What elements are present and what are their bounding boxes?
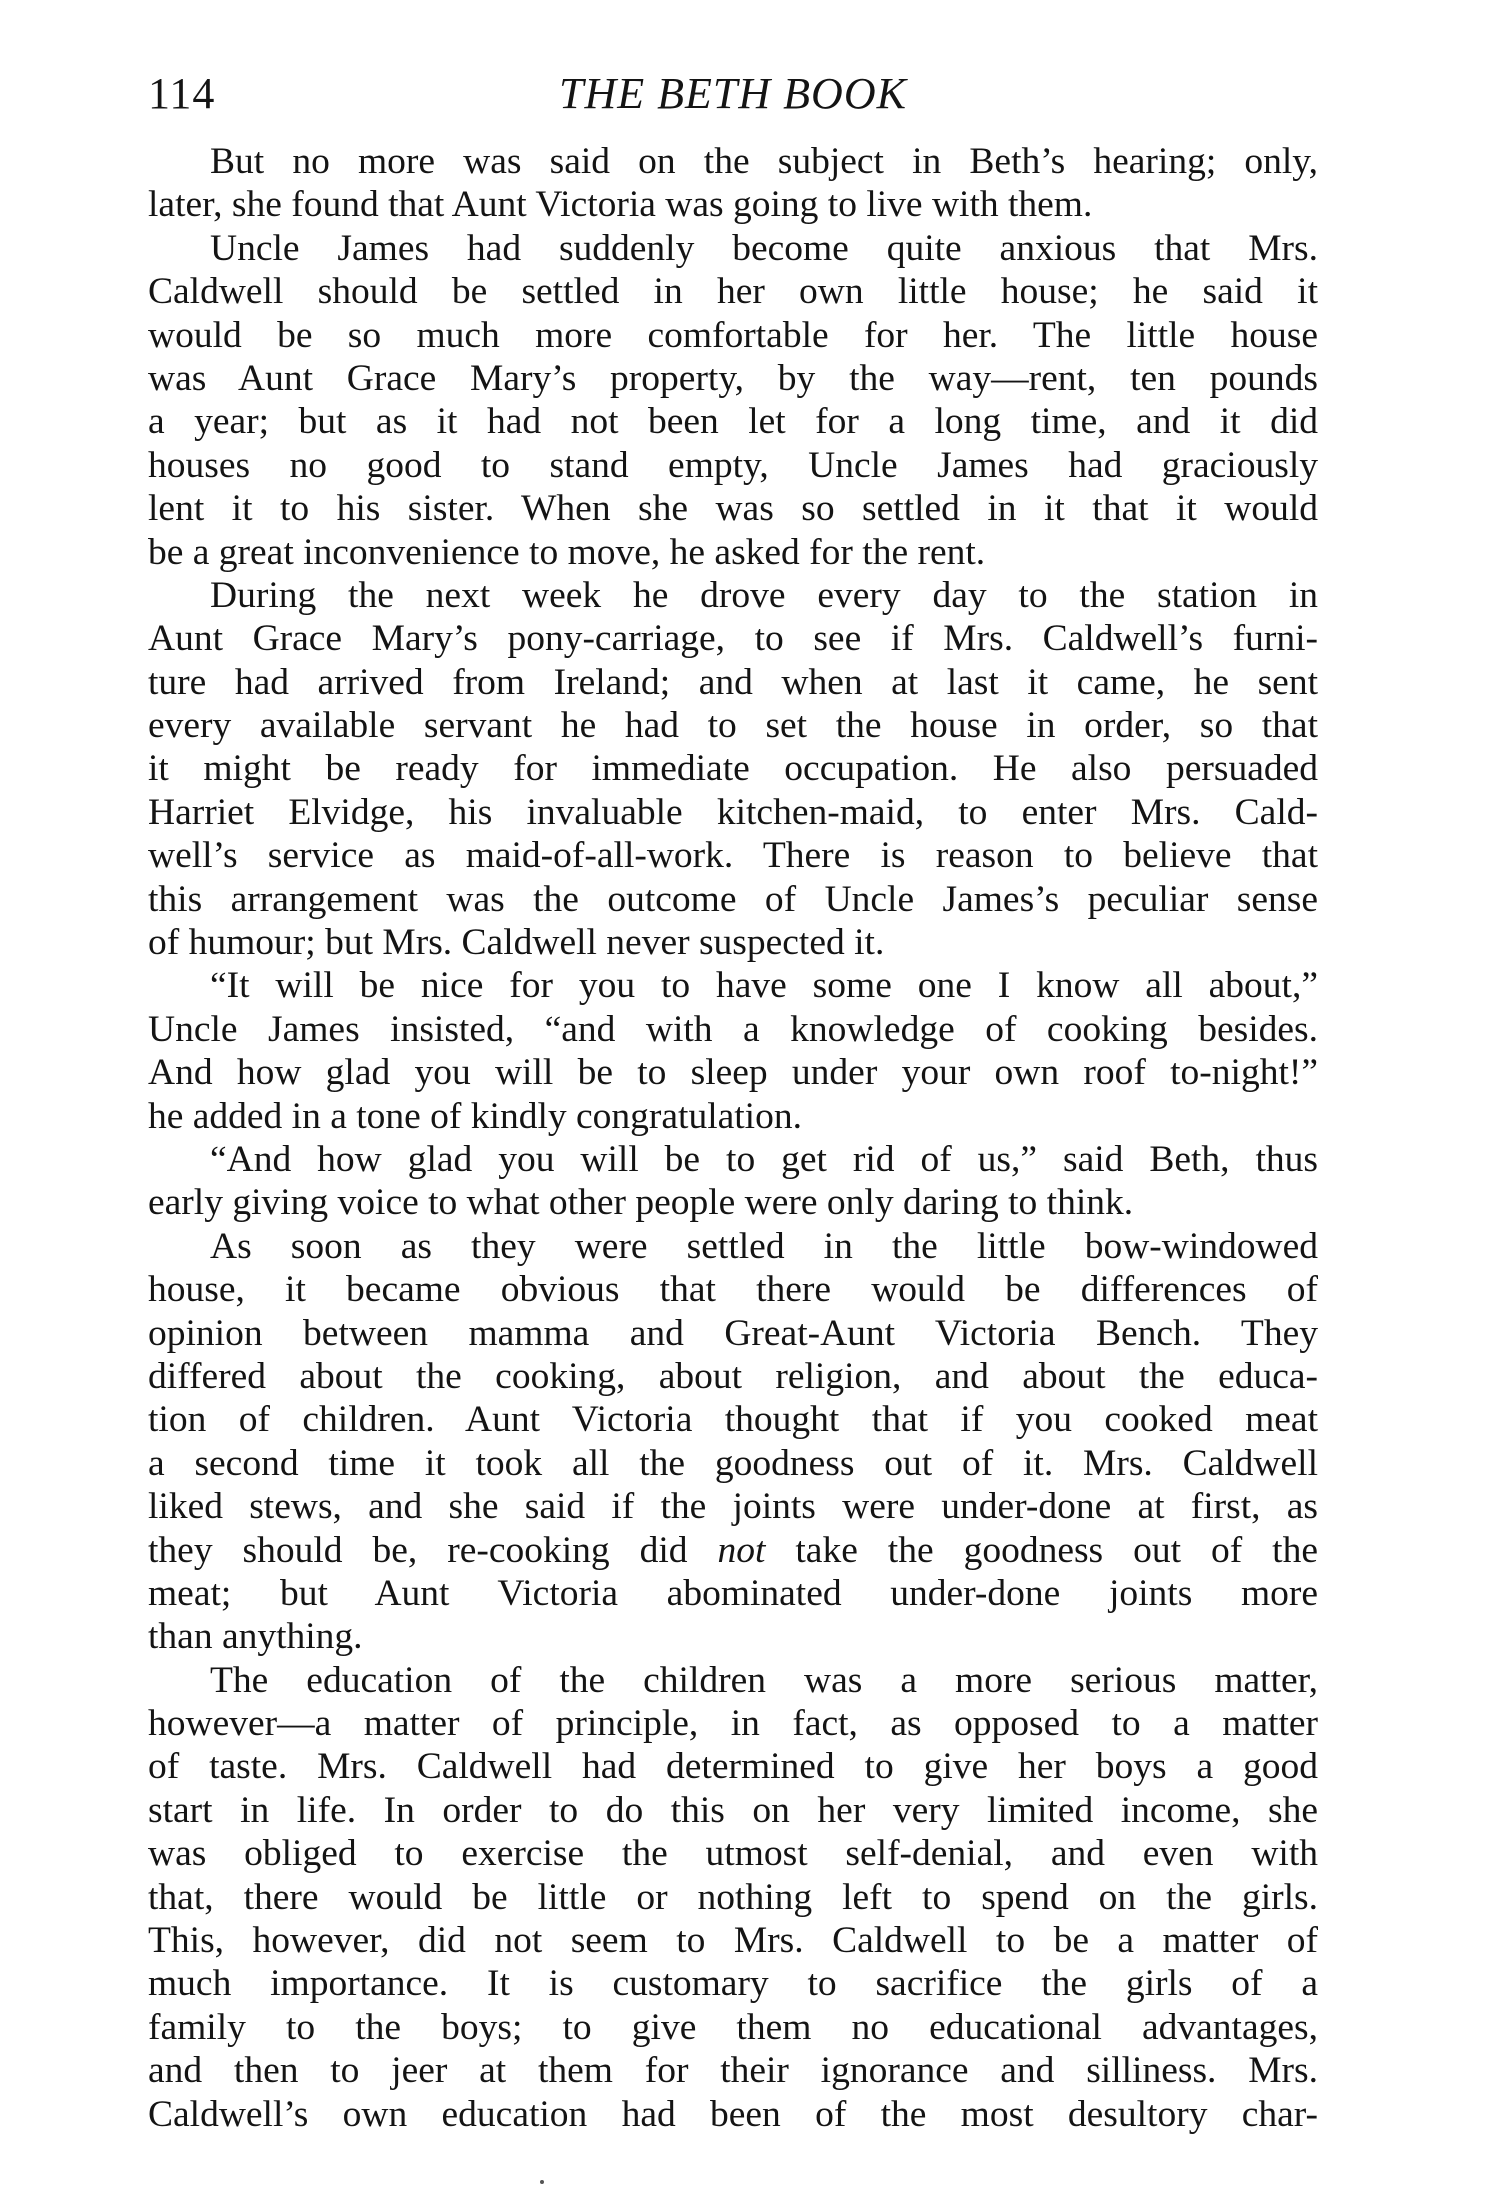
text-line: And how glad you will be to sleep under your own roof to-night!” (148, 1052, 1318, 1094)
text-line: This, however, did not seem to Mrs. Caldwell to be a matter of (148, 1920, 1318, 1962)
text-line: opinion between mamma and Great-Aunt Victoria Bench. They (148, 1312, 1318, 1354)
text-line: meat; but Aunt Victoria abominated under-done joints more (148, 1572, 1318, 1614)
text-line: differed about the cooking, about religion, and about the educa- (148, 1355, 1318, 1397)
text-line: of humour; but Mrs. Caldwell never suspected it. (148, 922, 885, 964)
text-line: Caldwell’s own education had been of the most desultory char- (148, 2093, 1318, 2135)
text-line: be a great inconvenience to move, he asked for the rent. (148, 531, 986, 573)
text-line: much importance. It is customary to sacrifice the girls of a (148, 1963, 1318, 2005)
text-line: Caldwell should be settled in her own little house; he said it (148, 271, 1318, 313)
book-title: THE BETH BOOK (559, 69, 907, 118)
text-line: family to the boys; to give them no educational advantages, (148, 2006, 1318, 2048)
text-line: well’s service as maid-of-all-work. There is reason to believe that (148, 835, 1318, 877)
body-text (148, 140, 1318, 2136)
text-line: than anything. (148, 1616, 363, 1658)
text-line: a year; but as it had not been let for a long time, and it did (148, 401, 1318, 443)
text-line: liked stews, and she said if the joints were under-done at first, as (148, 1486, 1318, 1528)
text-line: start in life. In order to do this on her very limited income, she (148, 1789, 1318, 1831)
text-line: he added in a tone of kindly congratulation. (148, 1095, 802, 1137)
text-line: tion of children. Aunt Victoria thought that if you cooked meat (148, 1399, 1318, 1441)
text-line: During the next week he drove every day to the station in (210, 574, 1318, 616)
text-line: this arrangement was the outcome of Uncle James’s peculiar sense (148, 878, 1318, 920)
page-number: 114 (148, 69, 216, 118)
text-line: lent it to his sister. When she was so settled in it that it would (148, 488, 1318, 530)
paper-speck (540, 2180, 544, 2184)
text-line: Uncle James had suddenly become quite anxious that Mrs. (210, 227, 1318, 269)
text-line: they should be, re-cooking did not take the goodness out of the (148, 1529, 1318, 1571)
text-line: “And how glad you will be to get rid of us,” said Beth, thus (210, 1138, 1318, 1180)
text-line: But no more was said on the subject in Beth’s hearing; only, (210, 141, 1318, 182)
text-line: Aunt Grace Mary’s pony-carriage, to see if Mrs. Caldwell’s furni- (148, 618, 1318, 660)
text-line: it might be ready for immediate occupation. He also persuaded (148, 748, 1318, 790)
text-line: of taste. Mrs. Caldwell had determined to give her boys a good (148, 1746, 1318, 1788)
text-line: every available servant he had to set the house in order, so that (148, 705, 1318, 747)
text-line: ture had arrived from Ireland; and when at last it came, he sent (148, 661, 1318, 703)
text-line: a second time it took all the goodness out of it. Mrs. Caldwell (148, 1442, 1318, 1484)
text-line: and then to jeer at them for their ignorance and silliness. Mrs. (148, 2050, 1318, 2092)
text-line: house, it became obvious that there would be differences of (148, 1269, 1318, 1311)
text-line: “It will be nice for you to have some one I know all about,” (210, 965, 1318, 1007)
text-line: that, there would be little or nothing left to spend on the girls. (148, 1876, 1318, 1918)
text-line: was obliged to exercise the utmost self-denial, and even with (148, 1833, 1318, 1875)
running-head (148, 64, 1318, 124)
text-line: early giving voice to what other people were only daring to think. (148, 1182, 1134, 1224)
text-line: Uncle James insisted, “and with a knowledge of cooking besides. (148, 1008, 1318, 1050)
text-line: houses no good to stand empty, Uncle James had graciously (148, 444, 1318, 486)
text-line: Harriet Elvidge, his invaluable kitchen-maid, to enter Mrs. Cald- (148, 791, 1318, 833)
text-line: The education of the children was a more serious matter, (210, 1659, 1318, 1701)
text-line: As soon as they were settled in the little bow-windowed (210, 1225, 1318, 1267)
emphasis: not (717, 1529, 766, 1571)
text-line: later, she found that Aunt Victoria was going to live with them. (148, 184, 1093, 226)
text-line: was Aunt Grace Mary’s property, by the way—rent, ten pounds (148, 357, 1318, 399)
text-line: would be so much more comfortable for her. The little house (148, 314, 1318, 356)
text-line: however—a matter of principle, in fact, as opposed to a matter (148, 1703, 1318, 1745)
